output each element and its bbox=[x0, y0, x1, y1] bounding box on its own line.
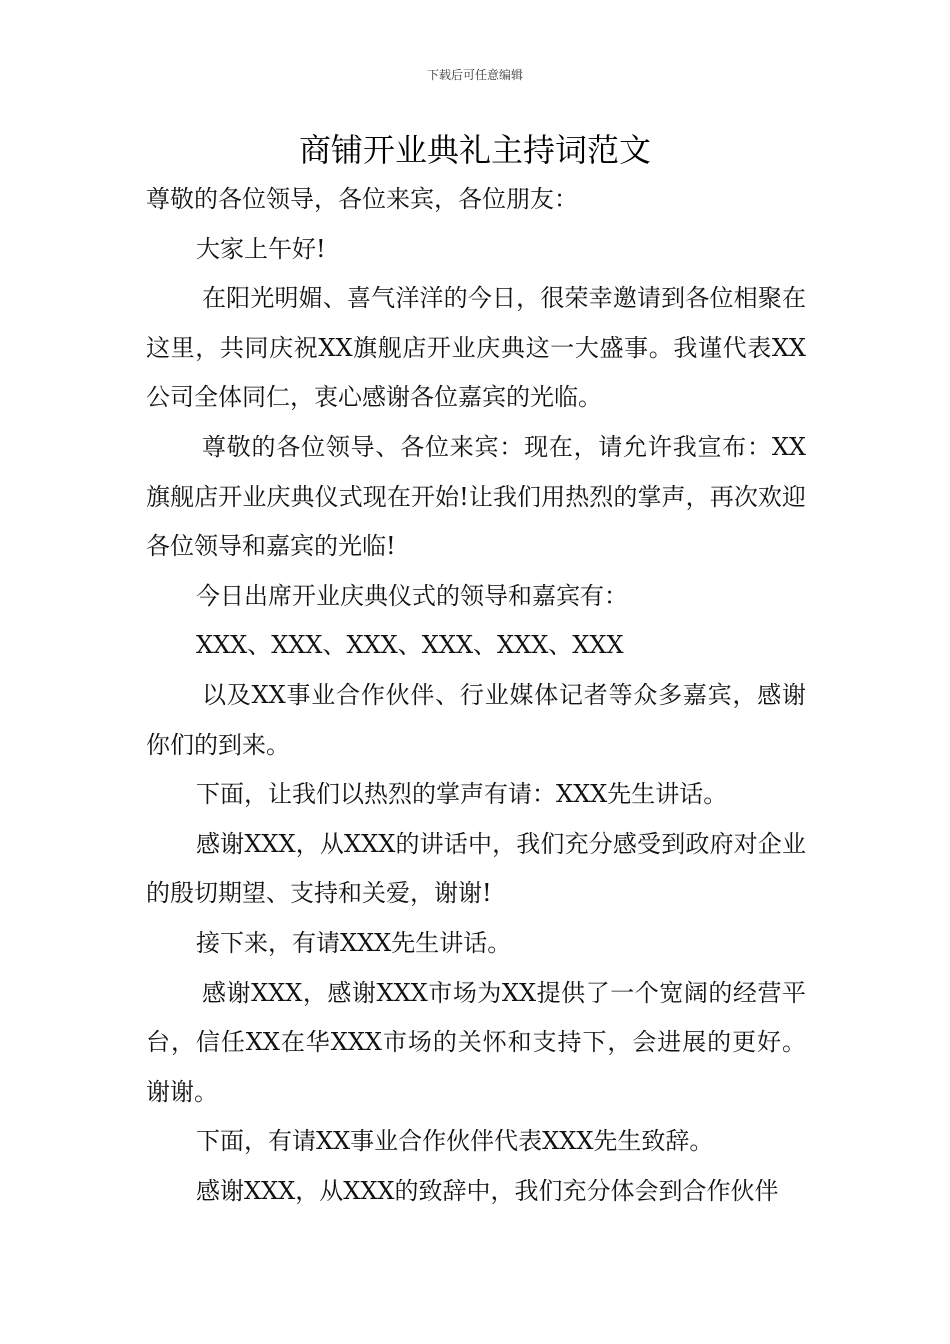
body-paragraph: 下面，有请XX事业合作伙伴代表XXX先生致辞。 bbox=[196, 1127, 714, 1156]
greeting-paragraph: 大家上午好! bbox=[196, 234, 326, 263]
body-paragraph: 感谢XXX，从XXX的致辞中，我们充分体会到合作伙伴 bbox=[196, 1176, 779, 1205]
body-paragraph: 以及XX事业合作伙伴、行业媒体记者等众多嘉宾，感谢你们的到来。 bbox=[146, 680, 806, 759]
document-body bbox=[146, 175, 806, 1216]
guest-list-paragraph: XXX、XXX、XXX、XXX、XXX、XXX bbox=[196, 631, 624, 660]
body-paragraph: 感谢XXX，感谢XXX市场为XX提供了一个宽阔的经营平台，信任XX在华XXX市场的关怀和支持下，会进展的更好。谢谢。 bbox=[146, 978, 806, 1106]
document-title: 商铺开业典礼主持词范文 bbox=[298, 131, 651, 169]
body-paragraph: 感谢XXX，从XXX的讲话中，我们充分感受到政府对企业的殷切期望、支持和关爱，谢谢! bbox=[146, 829, 806, 908]
body-paragraph: 在阳光明媚、喜气洋洋的今日，很荣幸邀请到各位相聚在这里，共同庆祝XX旗舰店开业庆典这一大盛事。我谨代表XX公司全体同仁，衷心感谢各位嘉宾的光临。 bbox=[146, 284, 806, 412]
body-paragraph: 接下来，有请XXX先生讲话。 bbox=[196, 928, 512, 957]
body-paragraph: 今日出席开业庆典仪式的领导和嘉宾有： bbox=[196, 581, 628, 610]
body-paragraph: 尊敬的各位领导、各位来宾：现在，请允许我宣布：XX旗舰店开业庆典仪式现在开始!让我们用热烈的掌声，再次欢迎各位领导和嘉宾的光临! bbox=[146, 432, 806, 561]
body-paragraph: 下面，让我们以热烈的掌声有请：XXX先生讲话。 bbox=[196, 780, 728, 809]
salutation-paragraph: 尊敬的各位领导，各位来宾，各位朋友： bbox=[146, 185, 578, 213]
header-note: 下载后可任意编辑 bbox=[426, 68, 523, 82]
